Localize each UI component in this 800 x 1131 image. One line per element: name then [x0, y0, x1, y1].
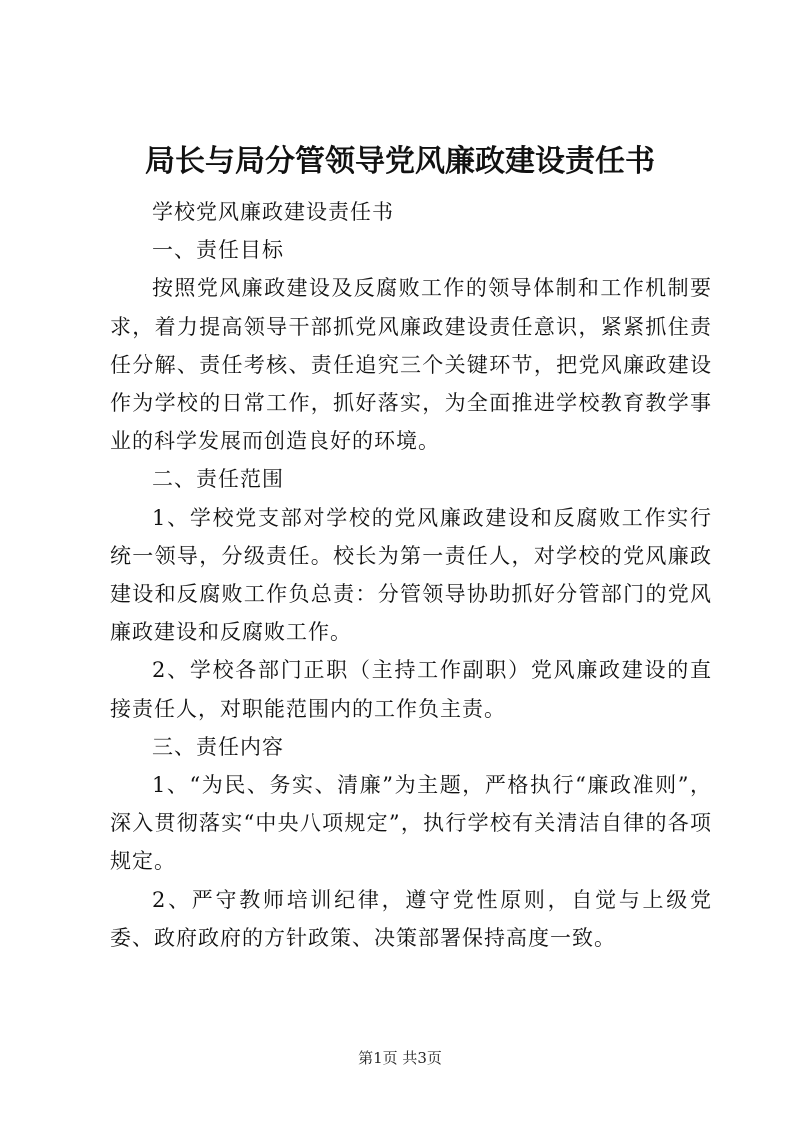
document-title: 局长与局分管领导党风廉政建设责任书	[145, 144, 655, 179]
subtitle: 学校党风廉政建设责任书	[152, 200, 394, 224]
paragraph-content-1: 1、“为民、务实、清廉”为主题，严格执行“廉政准则”，深入贯彻落实“中央八项规定”，执行学校有关清洁自律的各项规定。	[110, 773, 712, 874]
document-body	[110, 193, 712, 957]
paragraph-scope-1: 1、学校党支部对学校的党风廉政建设和反腐败工作实行统一领导，分级责任。校长为第一责任人，对学校的党风廉政建设和反腐败工作负总责：分管领导协助抓好分管部门的党风廉政建设和反腐败工作。	[110, 505, 712, 645]
section-heading-content: 三、责任内容	[152, 734, 284, 759]
paragraph-content-2: 2、严守教师培训纪律，遵守党性原则，自觉与上级党委、政府政府的方针政策、决策部署保持高度一致。	[110, 887, 712, 950]
paragraph-scope-2: 2、学校各部门正职（主持工作副职）党风廉政建设的直接责任人，对职能范围内的工作负主责。	[110, 658, 712, 721]
section-heading-scope: 二、责任范围	[152, 467, 284, 492]
page-footer: 第1页 共3页	[358, 1049, 442, 1067]
section-heading-goals: 一、责任目标	[152, 238, 284, 263]
paragraph-goals: 按照党风廉政建设及反腐败工作的领导体制和工作机制要求，着力提高领导干部抓党风廉政建设责任意识，紧紧抓住责任分解、责任考核、责任追究三个关键环节，把党风廉政建设作为学校的日常工作，抓好落实，为全面推进学校教育教学事业的科学发展而创造良好的环境。	[110, 276, 712, 454]
